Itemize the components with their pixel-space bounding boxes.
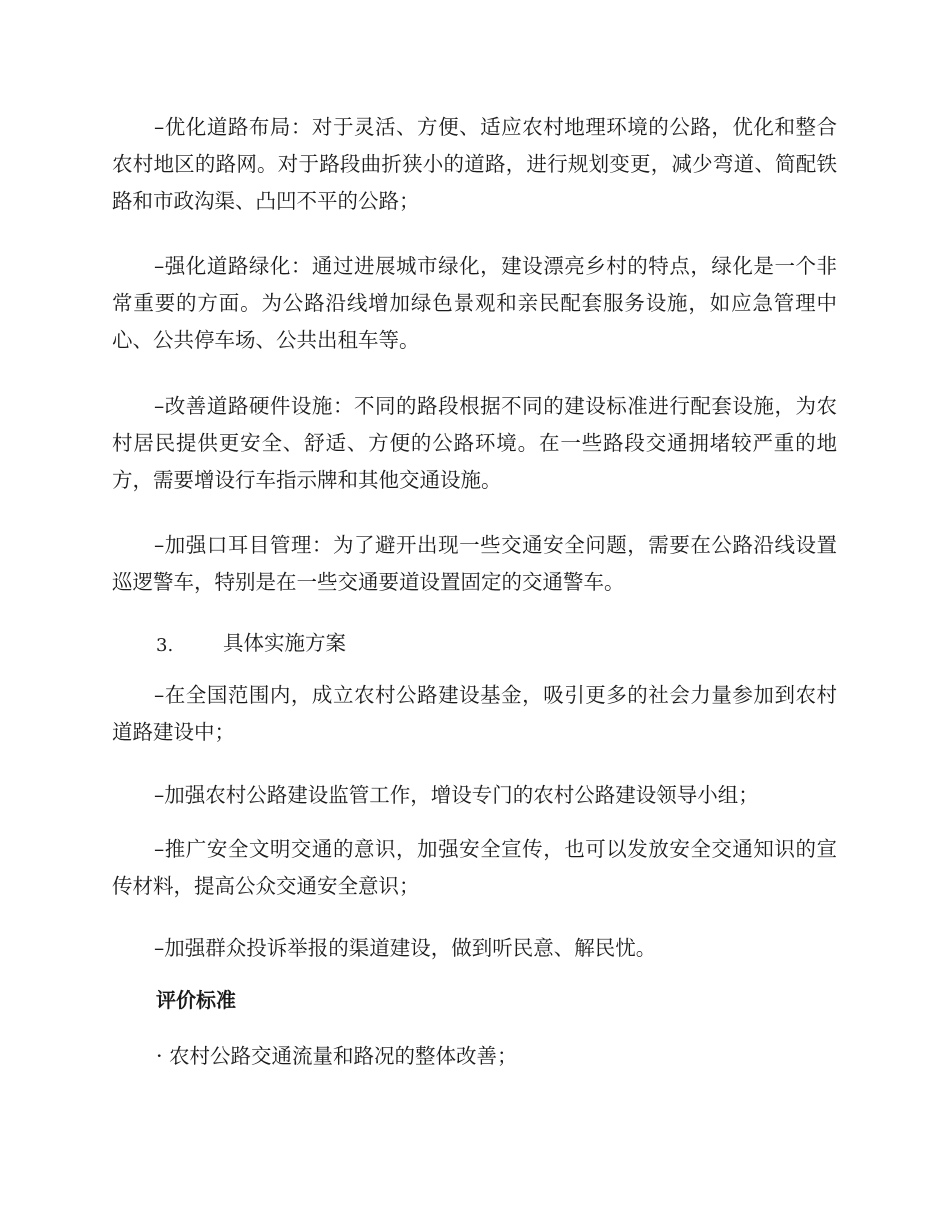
paragraph-complaint-channel: –加强群众投诉举报的渠道建设，做到听民意、解民忧。 xyxy=(154,936,657,960)
paragraph-road-greening: –强化道路绿化：通过进展城市绿化，建设漂亮乡村的特点，绿化是一个非常重要的方面。为公路沿线增加绿色景观和亲民配套服务设施，如应急管理中心、公共停车场、公共出租车等。 xyxy=(112,254,837,352)
paragraph-optimize-road-layout: –优化道路布局：对于灵活、方便、适应农村地理环境的公路，优化和整合农村地区的路网。对于路段曲折狭小的道路，进行规划变更，减少弯道、简配铁路和市政沟渠、凸凹不平的公路； xyxy=(112,115,837,213)
paragraph-road-hardware: –改善道路硬件设施：不同的路段根据不同的建设标准进行配套设施，为农村居民提供更安全、舒适、方便的公路环境。在一些路段交通拥堵较严重的地方，需要增设行车指示牌和其他交通设施。 xyxy=(112,394,837,492)
paragraph-supervision: –加强农村公路建设监管工作，增设专门的农村公路建设领导小组； xyxy=(154,783,759,807)
evaluation-item: · 农村公路交通流量和路况的整体改善； xyxy=(156,1044,518,1068)
paragraph-construction-fund: –在全国范围内，成立农村公路建设基金，吸引更多的社会力量参加到农村道路建设中； xyxy=(112,683,837,744)
section-title: 具体实施方案 xyxy=(223,631,346,655)
paragraph-patrol-management: –加强口耳目管理：为了避开出现一些交通安全问题，需要在公路沿线设置巡逻警车，特别是在一些交通要道设置固定的交通警车。 xyxy=(112,533,837,594)
evaluation-heading: 评价标准 xyxy=(156,988,236,1012)
section-number: 3. xyxy=(156,635,174,656)
paragraph-safety-awareness: –推广安全文明交通的意识，加强安全宣传，也可以发放安全交通知识的宣传材料，提高公众交通安全意识； xyxy=(112,837,837,898)
